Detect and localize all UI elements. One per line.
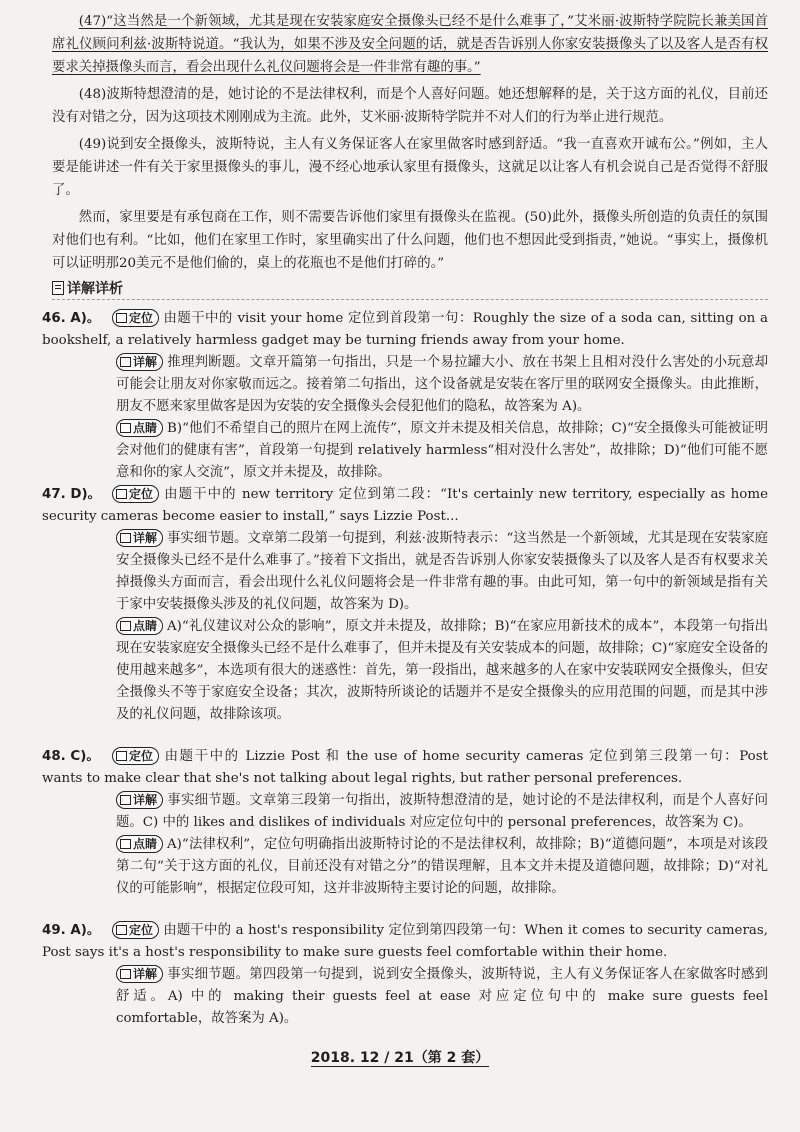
answer-49 bbox=[42, 920, 768, 1030]
note-tag: 点睛 bbox=[116, 617, 163, 635]
detail-tag: 详解 bbox=[116, 791, 163, 809]
footer-text: 2018. 12 / 21（第 2 套） bbox=[310, 1050, 490, 1066]
section-divider bbox=[52, 299, 768, 300]
page-footer bbox=[0, 1047, 800, 1067]
tag-icon bbox=[120, 795, 131, 805]
locate-text: 由题干中的 new territory 定位到第二段：“It's certainly new territory, especially as home security cameras become easier to install,” says Lizzie Post... bbox=[42, 487, 768, 524]
answer-48 bbox=[42, 746, 768, 900]
tag-icon bbox=[120, 839, 131, 849]
tag-icon bbox=[120, 423, 131, 433]
translation-section bbox=[52, 10, 768, 279]
document-icon bbox=[52, 281, 64, 295]
detail-tag: 详解 bbox=[116, 965, 163, 983]
tag-icon bbox=[116, 489, 127, 499]
detail-text: 推理判断题。文章开篇第一句指出，只是一个易拉罐大小、放在书架上且相对没什么害处的小玩意却可能会让朋友对你家敬而远之。接着第二句指出，这个设备就是安装在客厅里的联网安全摄像头。由此推断，朋友不愿来家里做客是因为安装的安全摄像头会侵犯他们的隐私，故答案为 A)。 bbox=[116, 355, 768, 414]
tag-icon bbox=[116, 925, 127, 935]
question-number: 47. D)。 bbox=[42, 487, 102, 502]
tag-icon bbox=[120, 357, 131, 367]
tag-icon bbox=[120, 533, 131, 543]
translation-paragraph-48: (48)波斯特想澄清的是，她讨论的不是法律权利，而是个人喜好问题。她还想解释的是，关于这方面的礼仪，目前还没有对错之分，因为这项技术刚刚成为主流。此外，艾米丽·波斯特学院并不对人们的行为举止进行规范。 bbox=[52, 87, 768, 125]
locate-tag: 定位 bbox=[112, 921, 159, 939]
note-text: A)“法律权利”，定位句明确指出波斯特讨论的不是法律权利，故排除；B)“道德问题”，本项是对该段第二句“关于这方面的礼仪，目前还没有对错之分”的错误理解，且本文并未提及道德问题，故排除；D)“对礼仪的可能影响”，根据定位段可知，这并非波斯特主要讨论的问题，故排除。 bbox=[116, 837, 768, 896]
detail-tag: 详解 bbox=[116, 529, 163, 547]
translation-paragraph-50: 然而，家里要是有承包商在工作，则不需要告诉他们家里有摄像头在监视。(50)此外，摄像头所创造的负责任的氛围对他们也有利。“比如，他们在家里工作时，家里确实出了什么问题，他们也不想因此受到指责，”她说。“事实上，摄像机可以证明那20美元不是他们偷的，桌上的花瓶也不是他们打碎的。” bbox=[52, 210, 768, 271]
note-tag: 点睛 bbox=[116, 835, 163, 853]
section-title: 详解详析 bbox=[67, 281, 123, 297]
tag-icon bbox=[120, 969, 131, 979]
question-number: 46. A)。 bbox=[42, 311, 101, 326]
locate-text: 由题干中的 visit your home 定位到首段第一句：Roughly the size of a soda can, sitting on a bookshelf, a relatively harmless gadget may be turning friends away from your home. bbox=[42, 311, 768, 348]
locate-tag: 定位 bbox=[112, 485, 159, 503]
translation-paragraph-49: (49)说到安全摄像头，波斯特说，主人有义务保证客人在家里做客时感到舒适。“我一直喜欢开诚布公。”例如，主人要是能讲述一件有关于家里摄像头的事儿，漫不经心地承认家里有摄像头，这就足以让客人有机会说自己是否觉得不舒服了。 bbox=[52, 137, 768, 198]
translation-paragraph-47: (47)“这当然是一个新领域，尤其是现在安装家庭安全摄像头已经不是什么难事了，”艾米丽·波斯特学院院长兼美国首席礼仪顾问利兹·波斯特说道。“我认为，如果不涉及安全问题的话，就是否告诉别人你家安装摄像头了以及客人是否有权要求关掉摄像头而言，看会出现什么礼仪问题将会是一件非常有趣的事。” bbox=[52, 14, 768, 75]
locate-text: 由题干中的 a host's responsibility 定位到第四段第一句：When it comes to security cameras, Post says it's a host's responsibility to make sure guests feel comfortable within their home. bbox=[42, 923, 768, 960]
tag-icon bbox=[116, 751, 127, 761]
locate-tag: 定位 bbox=[112, 309, 159, 327]
question-number: 48. C)。 bbox=[42, 749, 100, 764]
detail-text: 事实细节题。文章第二段第一句提到，利兹·波斯特表示：“这当然是一个新领域，尤其是现在安装家庭安全摄像头已经不是什么难事了。”接着下文指出，就是否告诉别人你家安装摄像头了以及客人是否有权要求关掉摄像头方面而言，看会出现什么礼仪问题将会是一件非常有趣的事。由此可知，第一句中的新领域是指有关于家中安装摄像头涉及的礼仪问题，故答案为 D)。 bbox=[116, 531, 768, 612]
note-text: B)“他们不希望自己的照片在网上流传”，原文并未提及相关信息，故排除；C)“安全摄像头可能被证明会对他们的健康有害”，首段第一句提到 relatively harmless“相对没什么害处”，故排除；D)“他们可能不愿意和你的家人交流”，原文并未提及，故排除。 bbox=[116, 421, 768, 480]
detail-text: 事实细节题。第四段第一句提到，说到安全摄像头，波斯特说，主人有义务保证客人在家做客时感到舒适。A) 中的 making their guests feel at ease 对应定位句中的 make sure guests feel comfortable，故答案为 A)。 bbox=[116, 967, 768, 1026]
detail-text: 事实细节题。文章第三段第一句指出，波斯特想澄清的是，她讨论的不是法律权利，而是个人喜好问题。C) 中的 likes and dislikes of individuals 对应定位句中的 personal preferences，故答案为 C)。 bbox=[116, 793, 768, 830]
detail-tag: 详解 bbox=[116, 353, 163, 371]
tag-icon bbox=[116, 313, 127, 323]
locate-text: 由题干中的 Lizzie Post 和 the use of home security cameras 定位到第三段第一句：Post wants to make clear that she's not talking about legal rights, but rather personal preferences. bbox=[42, 749, 768, 786]
answer-47 bbox=[42, 484, 768, 726]
question-number: 49. A)。 bbox=[42, 923, 101, 938]
locate-tag: 定位 bbox=[112, 747, 159, 765]
note-text: A)“礼仪建议对公众的影响”，原文并未提及，故排除；B)“在家应用新技术的成本”，本段第一句指出现在安装家庭安全摄像头已经不是什么难事了，但并未提及有关安装成本的问题，故排除；C)“家庭安全设备的使用越来越多”，本选项有很大的迷惑性：首先，第一段指出，越来越多的人在家中安装联网安全摄像头，但安全摄像头不等于家庭安全设备；其次，波斯特所谈论的话题并不是安全摄像头的应用范围的问题，而是其中涉及的礼仪问题，故排除该项。 bbox=[116, 619, 768, 722]
tag-icon bbox=[120, 621, 131, 631]
section-header bbox=[52, 278, 123, 298]
answer-46 bbox=[42, 308, 768, 484]
note-tag: 点睛 bbox=[116, 419, 163, 437]
